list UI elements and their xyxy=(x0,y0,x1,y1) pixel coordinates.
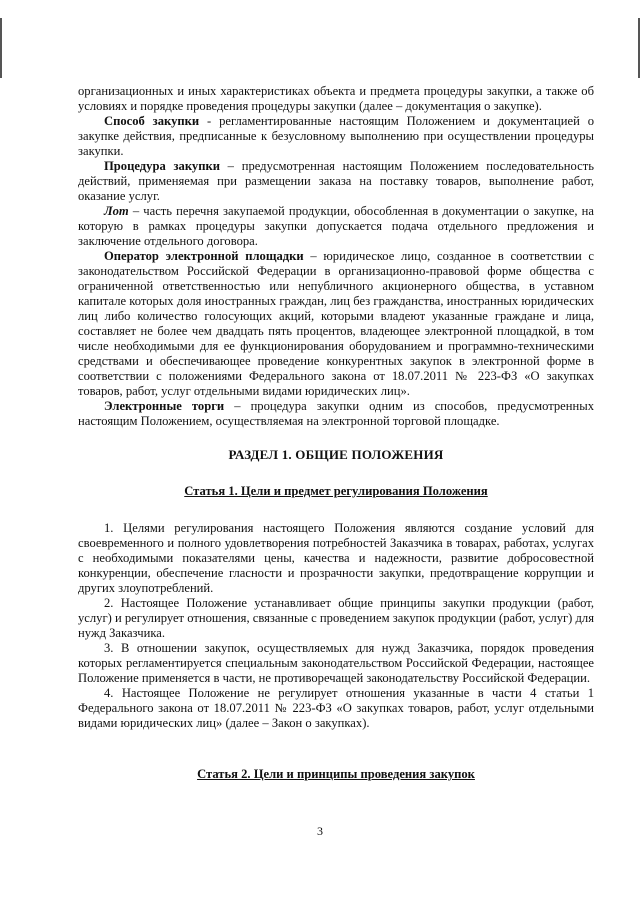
definition-term: Электронные торги xyxy=(104,399,225,413)
definition-text: – процедура закупки одним из способов, предусмотренных настоящим Положением, осуществляемая на электронной торговой площадке. xyxy=(78,399,594,428)
definition-text: – юридическое лицо, созданное в соответствии с законодательством Российской Федерации в организационно-правовой форме общества с ограниченной ответственностью или непубличного акционерного общества, в уставном капитале которых доля иностранных граждан, лиц без гражданства, иностранных юридических лиц либо количество голосующих акций, которыми владеют указанные граждане и лица, составляет не более чем двадцать пять процентов, владеющее электронной площадкой, в том числе необходимыми для ее функционирования оборудованием и программно-техническими средствами и обеспечивающее проведение конкурентных закупок в электронной форме в соответствии с положениями Федерального закона от 18.07.2011 № 223-ФЗ «О закупках товаров, работ, услуг отдельными видами юридических лиц». xyxy=(78,249,594,398)
article-1-item-1: 1. Целями регулирования настоящего Положения являются создание условий для своевременного и полного удовлетворения потребностей Заказчика в товарах, работах, услугах с необходимыми показателями цены, качества и надежности, развитие добросовестной конкуренции, обеспечение гласности и прозрачности закупки, предотвращение коррупции и других злоупотреблений. xyxy=(78,521,594,595)
article-1-title: Статья 1. Цели и предмет регулирования Положения xyxy=(184,484,488,498)
definition-term: Оператор электронной площадки xyxy=(104,249,304,263)
section-title: РАЗДЕЛ 1. ОБЩИЕ ПОЛОЖЕНИЯ xyxy=(228,447,444,462)
definition-electronic-trading xyxy=(78,399,594,429)
definition-text: – предусмотренная настоящим Положением последовательность действий, применяемая при размещении заказа на поставку товаров, выполнение работ, оказание услуг. xyxy=(78,159,594,203)
definition-term: Способ закупки xyxy=(104,114,200,128)
definition-procedure xyxy=(78,159,594,204)
article-1-item-3: 3. В отношении закупок, осуществляемых для нужд Заказчика, порядок проведения которых регламентируется специальным законодательством Российской Федерации, настоящее Положение применяется в части, не противоречащей законодательству Российской Федерации. xyxy=(78,641,594,685)
definition-term: Лот xyxy=(104,204,129,218)
definition-text: - регламентированные настоящим Положением и документацией о закупке действия, предписанные к безусловному выполнению при осуществлении процедуры закупки. xyxy=(78,114,594,158)
intro-paragraph: организационных и иных характеристиках объекта и предмета процедуры закупки, а также об условиях и порядке проведения процедуры закупки (далее – документация о закупке). xyxy=(78,84,594,113)
article-2-title: Статья 2. Цели и принципы проведения закупок xyxy=(197,767,475,781)
page-number: 3 xyxy=(317,824,323,838)
article-1-item-4: 4. Настоящее Положение не регулирует отношения указанные в части 4 статьи 1 Федерального закона от 18.07.2011 № 223-ФЗ «О закупках товаров, работ, услуг отдельными видами юридических лиц» (далее – Закон о закупках). xyxy=(78,686,594,730)
definition-term: Процедура закупки xyxy=(104,159,220,173)
definition-method xyxy=(78,114,594,159)
document-page xyxy=(78,84,594,782)
definition-text: – часть перечня закупаемой продукции, обособленная в документации о закупке, на которую в рамках процедуры закупки допускается подача отдельного предложения и заключение отдельного договора. xyxy=(78,204,594,248)
scan-edge-mark-left xyxy=(0,18,2,78)
definition-platform-operator xyxy=(78,249,594,399)
definition-lot xyxy=(78,204,594,249)
article-1-item-2: 2. Настоящее Положение устанавливает общие принципы закупки продукции (работ, услуг) и регулирует отношения, связанные с проведением закупок продукции (работ, услуг) для нужд Заказчика. xyxy=(78,596,594,640)
